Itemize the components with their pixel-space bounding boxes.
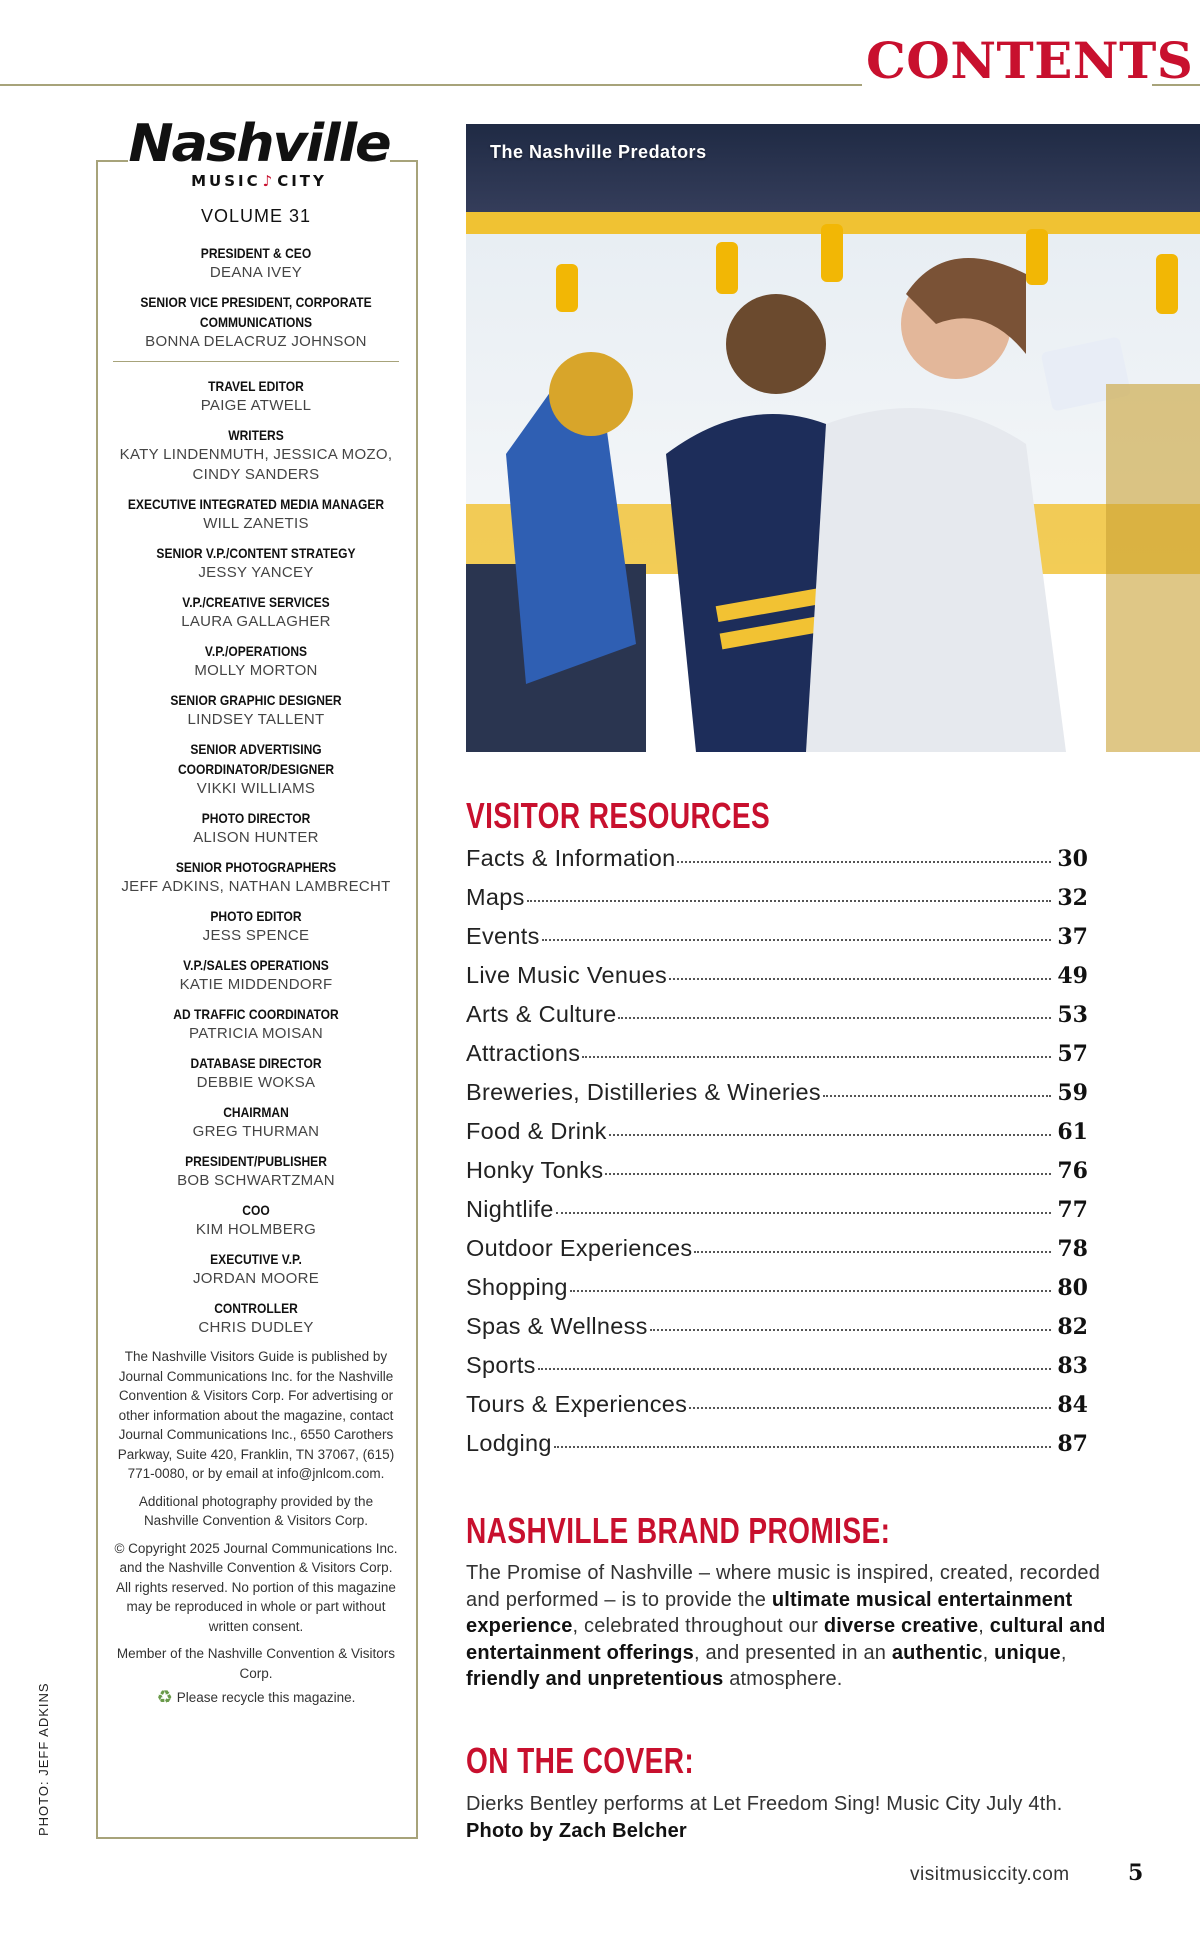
- recycle-note: ♻ Please recycle this magazine.: [156, 1687, 356, 1707]
- hockey-photo-illustration: [466, 124, 1200, 752]
- masthead-role: PHOTO EDITOR JESS SPENCE: [202, 908, 310, 944]
- toc-leader-dots: [605, 1173, 1051, 1175]
- brand-promise-heading: NASHVILLE BRAND PROMISE:: [466, 1510, 891, 1551]
- toc-entry[interactable]: [466, 1040, 1088, 1079]
- toc-entry-label: Honky Tonks: [466, 1157, 604, 1183]
- toc-entry-page: 76: [1057, 1158, 1088, 1184]
- toc-leader-dots: [677, 861, 1051, 863]
- header-rule-left: [0, 84, 862, 86]
- toc-entry[interactable]: [466, 1352, 1088, 1391]
- page-number: 5: [1128, 1860, 1144, 1886]
- toc-leader-dots: [582, 1056, 1051, 1058]
- toc-entry-page: 32: [1057, 885, 1088, 911]
- masthead-role: V.P./OPERATIONS MOLLY MORTON: [194, 643, 318, 679]
- toc-entry[interactable]: [466, 1157, 1088, 1196]
- volume-label: VOLUME 31: [200, 206, 312, 226]
- toc-entry-label: Attractions: [466, 1040, 581, 1066]
- toc-entry-page: 30: [1057, 846, 1088, 872]
- toc-leader-dots: [527, 900, 1052, 902]
- toc-leader-dots: [823, 1095, 1051, 1097]
- masthead-role: TRAVEL EDITOR PAIGE ATWELL: [200, 378, 312, 414]
- toc-leader-dots: [554, 1446, 1052, 1448]
- toc-entry-label: Food & Drink: [466, 1118, 607, 1144]
- toc-entry[interactable]: [466, 1313, 1088, 1352]
- photo-caption: The Nashville Predators: [490, 142, 707, 162]
- toc-entry-page: 49: [1057, 963, 1088, 989]
- brand-promise-text: The Promise of Nashville – where music is inspired, created, recorded and performed – is to provide the ultimate musical entertainment experience, celebrated throughout our diverse creative, cultural and entertainment offerings, and presented in an authentic, unique, friendly and unpretentious atmosphere.: [466, 1562, 1106, 1690]
- toc-entry-page: 78: [1057, 1236, 1088, 1262]
- footer-url[interactable]: visitmusiccity.com: [910, 1864, 1070, 1885]
- masthead-role: SENIOR PHOTOGRAPHERS JEFF ADKINS, NATHAN LAMBRECHT: [121, 859, 391, 895]
- masthead-role: EXECUTIVE V.P. JORDAN MOORE: [192, 1251, 320, 1287]
- toc-leader-dots: [609, 1134, 1052, 1136]
- hero-photo: [466, 124, 1200, 752]
- page-title: CONTENTS: [866, 31, 1194, 90]
- masthead-role: SENIOR VICE PRESIDENT, CORPORATE COMMUNICATIONS BONNA DELACRUZ JOHNSON: [140, 294, 372, 350]
- masthead-role: COO KIM HOLMBERG: [195, 1202, 317, 1238]
- toc-entry-label: Outdoor Experiences: [466, 1235, 693, 1261]
- toc-entry[interactable]: [466, 1274, 1088, 1313]
- logo-tagline: MUSIC ♪ CITY: [191, 172, 327, 190]
- toc-entry-label: Facts & Information: [466, 845, 676, 871]
- cover-text: Dierks Bentley performs at Let Freedom Sing! Music City July 4th. Photo by Zach Belcher: [466, 1793, 1063, 1842]
- photo-credit: PHOTO: JEFF ADKINS: [36, 1682, 51, 1836]
- toc-leader-dots: [556, 1212, 1052, 1214]
- masthead-role: DATABASE DIRECTOR DEBBIE WOKSA: [190, 1055, 322, 1091]
- masthead-divider: [113, 361, 399, 362]
- masthead-role: PRESIDENT & CEO DEANA IVEY: [200, 245, 312, 281]
- masthead-role: WRITERS KATY LINDENMUTH, JESSICA MOZO, CINDY SANDERS: [119, 427, 393, 483]
- toc-entry-label: Sports: [466, 1352, 536, 1378]
- toc-leader-dots: [694, 1251, 1051, 1253]
- recycle-icon: ♻: [156, 1687, 173, 1707]
- toc-entry-page: 83: [1057, 1353, 1088, 1379]
- masthead-role: SENIOR GRAPHIC DESIGNER LINDSEY TALLENT: [170, 692, 342, 728]
- masthead-role: SENIOR V.P./CONTENT STRATEGY JESSY YANCEY: [156, 545, 356, 581]
- toc-entry-label: Lodging: [466, 1430, 552, 1456]
- toc-entry-page: 53: [1057, 1002, 1088, 1028]
- masthead-role: AD TRAFFIC COORDINATOR PATRICIA MOISAN: [173, 1006, 339, 1042]
- toc-entry-label: Maps: [466, 884, 525, 910]
- toc-entry[interactable]: [466, 1118, 1088, 1157]
- masthead-role: V.P./CREATIVE SERVICES LAURA GALLAGHER: [181, 594, 331, 630]
- toc-entry-page: 37: [1057, 924, 1088, 950]
- table-of-contents: [466, 845, 1088, 1469]
- visitor-resources-heading: VISITOR RESOURCES: [466, 795, 771, 836]
- masthead-role: EXECUTIVE INTEGRATED MEDIA MANAGER WILL ZANETIS: [127, 496, 385, 532]
- logo-wordmark: Nashville: [128, 114, 390, 174]
- toc-entry-label: Arts & Culture: [466, 1001, 617, 1027]
- member-note: Member of the Nashville Convention & Visitors Corp.: [116, 1646, 396, 1681]
- toc-entry-label: Tours & Experiences: [466, 1391, 688, 1417]
- music-note-icon: ♪: [262, 172, 276, 190]
- toc-entry-page: 77: [1057, 1197, 1088, 1223]
- toc-entry[interactable]: [466, 1001, 1088, 1040]
- toc-entry-page: 82: [1057, 1314, 1088, 1340]
- masthead-role: PHOTO DIRECTOR ALISON HUNTER: [193, 810, 319, 846]
- toc-entry-label: Breweries, Distilleries & Wineries: [466, 1079, 821, 1105]
- toc-entry-label: Spas & Wellness: [466, 1313, 648, 1339]
- toc-entry-label: Events: [466, 923, 540, 949]
- toc-entry-page: 80: [1057, 1275, 1088, 1301]
- copyright-note: © Copyright 2025 Journal Communications Inc. and the Nashville Convention & Visitors Corp. All rights reserved. No portion of this magazine may be reproduced in whole or part without written consent.: [114, 1540, 398, 1634]
- toc-entry[interactable]: [466, 1235, 1088, 1274]
- masthead-role: V.P./SALES OPERATIONS KATIE MIDDENDORF: [179, 957, 333, 993]
- toc-entry-page: 84: [1057, 1392, 1088, 1418]
- nashville-music-city-logo: [128, 114, 390, 196]
- toc-leader-dots: [542, 939, 1052, 941]
- toc-entry-label: Live Music Venues: [466, 962, 668, 988]
- masthead-roles-list: [98, 376, 414, 1338]
- masthead-credits: [98, 206, 414, 1708]
- toc-entry[interactable]: [466, 1196, 1088, 1235]
- toc-entry[interactable]: [466, 845, 1088, 884]
- additional-photo-note: Additional photography provided by the Nashville Convention & Visitors Corp.: [138, 1493, 374, 1528]
- toc-leader-dots: [570, 1290, 1052, 1292]
- toc-entry-page: 61: [1057, 1119, 1088, 1145]
- toc-entry[interactable]: [466, 923, 1088, 962]
- cover-heading: ON THE COVER:: [466, 1740, 695, 1781]
- toc-entry-label: Nightlife: [466, 1196, 554, 1222]
- masthead-role: CONTROLLER CHRIS DUDLEY: [198, 1300, 314, 1336]
- toc-leader-dots: [650, 1329, 1052, 1331]
- toc-leader-dots: [689, 1407, 1051, 1409]
- toc-entry-label: Shopping: [466, 1274, 568, 1300]
- toc-leader-dots: [618, 1017, 1051, 1019]
- toc-entry-page: 87: [1057, 1431, 1088, 1457]
- masthead-role: SENIOR ADVERTISING COORDINATOR/DESIGNER VIKKI WILLIAMS: [177, 741, 335, 797]
- toc-leader-dots: [538, 1368, 1052, 1370]
- toc-entry[interactable]: [466, 1079, 1088, 1118]
- toc-leader-dots: [669, 978, 1051, 980]
- toc-entry[interactable]: [466, 884, 1088, 923]
- cover-photo-credit: Photo by Zach Belcher: [466, 1819, 687, 1842]
- publisher-note: The Nashville Visitors Guide is published by Journal Communications Inc. for the Nashville Convention & Visitors Corp. For advertising or other information about the magazine, contact Journal Communications Inc., 6550 Carothers Parkway, Suite 420, Franklin, TN 37067, (615) 771-0080, or by email at info@jnlcom.com.: [117, 1349, 395, 1481]
- toc-entry-page: 59: [1057, 1080, 1088, 1106]
- toc-entry[interactable]: [466, 962, 1088, 1001]
- toc-entry-page: 57: [1057, 1041, 1088, 1067]
- toc-entry[interactable]: [466, 1430, 1088, 1469]
- toc-entry[interactable]: [466, 1391, 1088, 1430]
- masthead-role: CHAIRMAN GREG THURMAN: [192, 1104, 320, 1140]
- masthead-role: PRESIDENT/PUBLISHER BOB SCHWARTZMAN: [177, 1153, 335, 1189]
